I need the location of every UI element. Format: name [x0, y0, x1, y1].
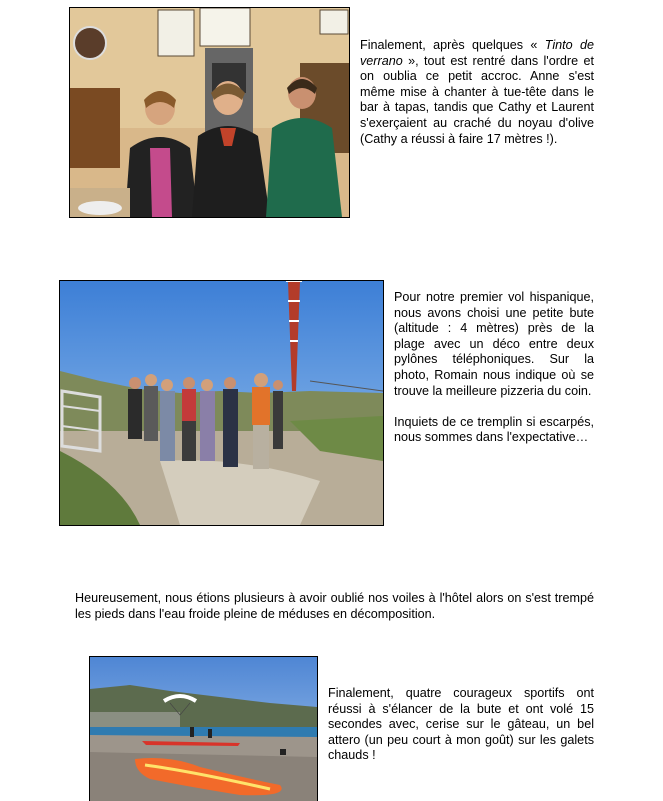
text-bar-story: [360, 38, 594, 147]
text-final-flight: [328, 686, 594, 764]
text-first-flight: [394, 290, 594, 446]
photo-tapas-bar: [69, 7, 350, 218]
paragraph-first-flight: Pour notre premier vol hispanique, nous avons choisi une petite bute (altitude : 4 mètres) près de la plage avec un déco entre deux pylônes téléphoniques. Sur la photo, Romain nous indique où se trouve la meilleure pizzeria du coin.: [394, 290, 594, 398]
photo-hill-pylons: [59, 280, 384, 526]
paragraph-final-flight: Finalement, quatre courageux sportifs ont réussi à s'élancer de la bute et ont volé 15 secondes avec, cerise sur le gâteau, un bel attero (un peu court à mon goût) sur les galets chauds !: [328, 686, 594, 763]
paragraph-expectative: Inquiets de ce tremplin si escarpés, nous sommes dans l'expectative…: [394, 414, 594, 445]
photo-beach-paragliders: [89, 656, 318, 801]
text-forgotten-wings: [75, 591, 594, 622]
paragraph-bar: Finalement, après quelques « Tinto de verrano », tout est rentré dans l'ordre et on oublia ce petit accroc. Anne s'est même mise à chanter à tue-tête dans le bar à tapas, tandis que Cathy et Laurent s'exerçaient au craché du noyau d'olive (Cathy a réussi à faire 17 mètres !).: [360, 38, 594, 146]
paragraph-forgotten-wings: Heureusement, nous étions plusieurs à avoir oublié nos voiles à l'hôtel alors on s'est trempé les pieds dans l'eau froide pleine de méduses en décomposition.: [75, 591, 594, 621]
italic-drink-name: Tinto de verrano: [360, 38, 594, 68]
